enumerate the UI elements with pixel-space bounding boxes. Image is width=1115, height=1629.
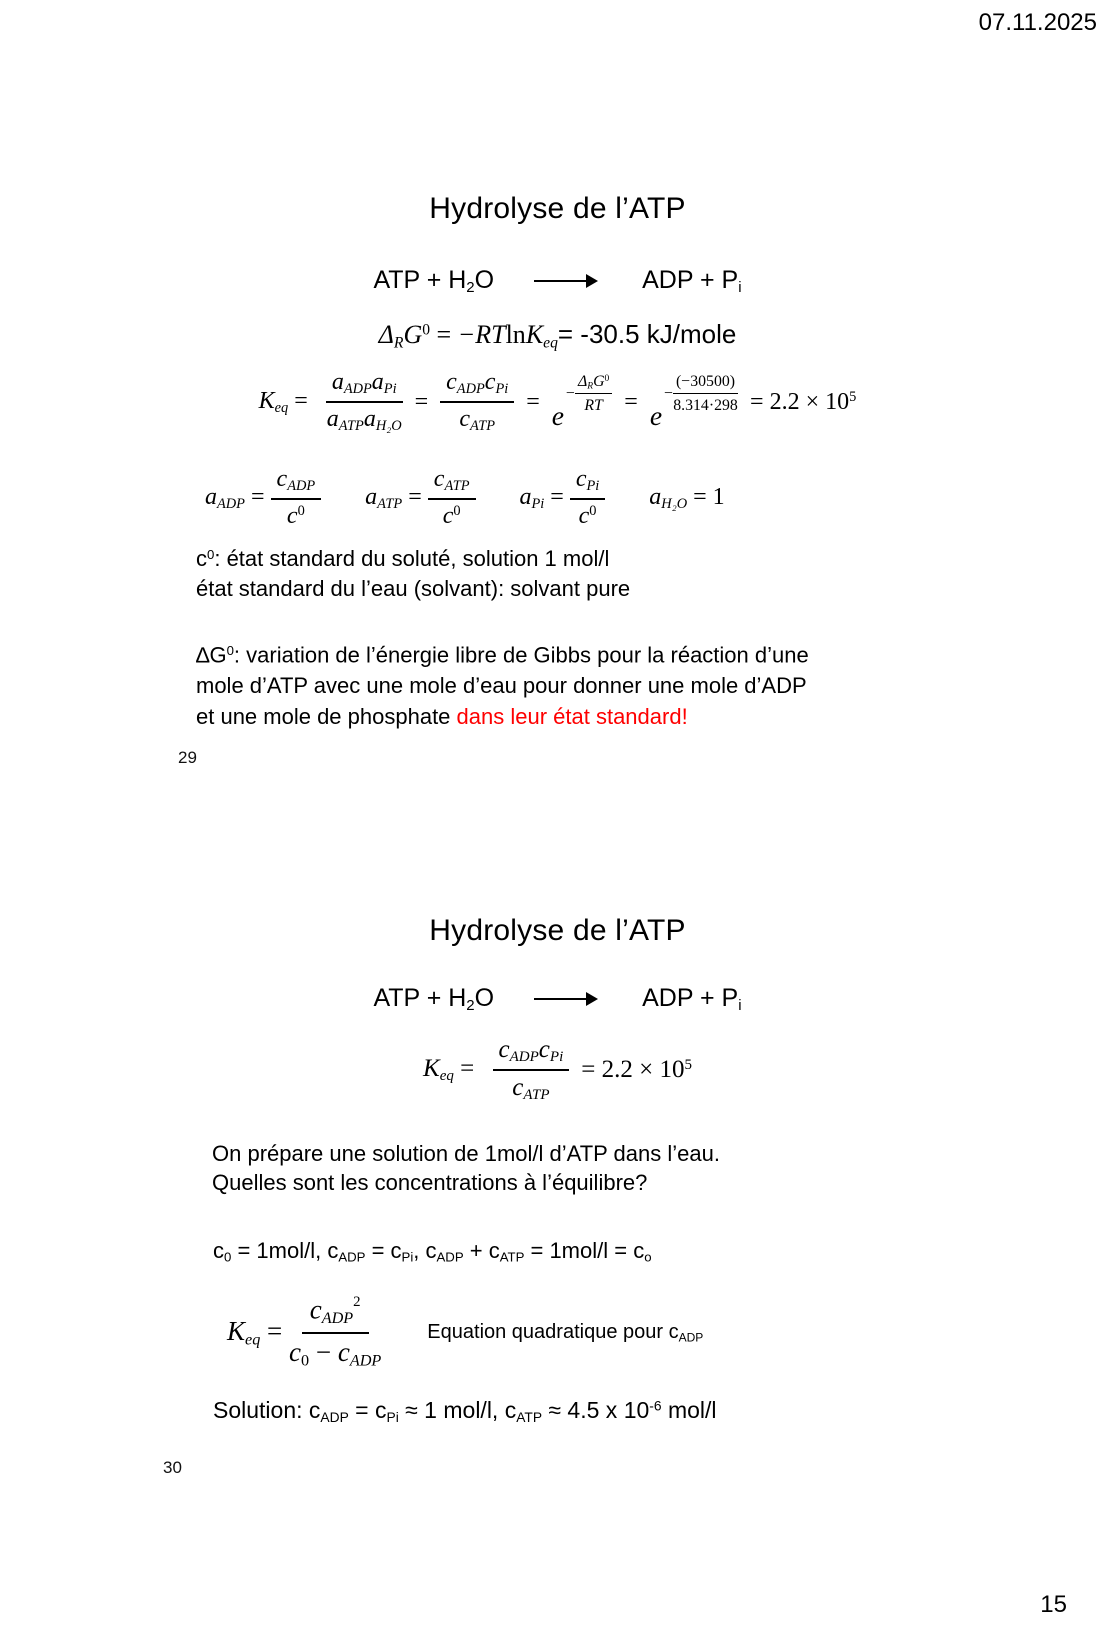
equilibrium-constant-equation bbox=[0, 369, 1115, 435]
reaction-arrow-icon bbox=[534, 280, 596, 282]
quadratic-lhs: $K_{eq}$ = bbox=[227, 1315, 290, 1349]
activity-adp-lhs: $a_{ADP}$ = bbox=[205, 483, 271, 512]
gibbs-note-line-3: et une mole de phosphate dans leur état standard! bbox=[196, 704, 688, 730]
quadratic-label: Equation quadratique pour $c_{ADP}$ bbox=[427, 1320, 704, 1345]
activity-phosphate bbox=[520, 466, 606, 530]
reaction-arrow-icon bbox=[534, 998, 596, 1000]
keq-fraction bbox=[493, 1036, 570, 1104]
problem-statement-line1: On prépare une solution de 1mol/l d’ATP dans l’eau. bbox=[212, 1141, 720, 1166]
equals-sign: = bbox=[624, 388, 638, 415]
keq-fraction-numerator: $c_{ADP}c_{Pi}$ bbox=[493, 1036, 570, 1071]
activity-water bbox=[649, 484, 724, 513]
slide-number-29: 29 bbox=[178, 748, 197, 767]
keq-lhs: $K_{eq}$ = bbox=[258, 387, 314, 416]
header-date: 07.11.2025 bbox=[978, 9, 1097, 36]
problem-statement-line2: Quelles sont les concentrations à l’équilibre? bbox=[212, 1170, 648, 1195]
keq-lhs: $K_{eq}$ = bbox=[423, 1055, 481, 1085]
equals-sign: = bbox=[414, 388, 429, 415]
gibbs-energy-equation: $\Delta_RG^0 = -RTlnK_{eq}= -30.5$ kJ/mole bbox=[378, 319, 737, 352]
activity-water-lhs: $a_{H_2O} = 1$ bbox=[649, 483, 725, 512]
slide-29-title: Hydrolyse de l’ATP bbox=[429, 192, 686, 225]
activities-fraction-numerator: $a_{ADP}a_{Pi}$ bbox=[326, 369, 403, 403]
exponent-symbolic bbox=[566, 373, 612, 416]
activity-adp-fraction: $\frac{c_{ADP}}{c^0}$ bbox=[271, 466, 322, 530]
keq-concentration-equation bbox=[0, 1036, 1115, 1104]
reaction-reactants: ATP + $H_2O$ bbox=[373, 984, 495, 1015]
equals-sign: = bbox=[526, 388, 540, 415]
activities-fraction bbox=[326, 369, 403, 435]
slide-30-reaction-equation bbox=[0, 984, 1115, 1014]
standard-state-note: $c^0$: état standard du soluté, solution 1 mol/l bbox=[196, 546, 610, 571]
activity-atp-fraction: $\frac{c_{ATP}}{c^0}$ bbox=[428, 466, 476, 530]
reaction-products: ADP + $P_i$ bbox=[642, 984, 742, 1015]
exponent-fraction: $\frac{\Delta_RG^0}{RT}$ bbox=[575, 373, 612, 416]
keq-result: = $2.2 \times 10^5$ bbox=[750, 388, 857, 415]
reaction-products: ADP + $P_i$ bbox=[642, 266, 742, 297]
gibbs-free-energy-note bbox=[196, 635, 809, 732]
exponent-numeric bbox=[664, 373, 738, 415]
exponent-fraction: $\frac{(-30500)}{8.314\cdot 298}$ bbox=[673, 373, 738, 415]
activity-atp-lhs: $a_{ATP}$ = bbox=[365, 483, 428, 512]
gibbs-note-line-1: $\Delta G^0$: variation de l’énergie libre de Gibbs pour la réaction d’une bbox=[196, 642, 809, 668]
page-number: 15 bbox=[1040, 1591, 1067, 1618]
exponential-term-numeric bbox=[649, 373, 738, 432]
slide-29-reaction-equation bbox=[0, 266, 1115, 296]
gibbs-note-line-2: mole d’ATP avec une mole d’eau pour donner une mole d’ADP bbox=[196, 673, 807, 699]
solvent-note: état standard du l’eau (solvant): solvant pure bbox=[196, 576, 631, 601]
slide-number-30: 30 bbox=[163, 1458, 182, 1477]
activity-phosphate-fraction: $\frac{c_{Pi}}{c^0}$ bbox=[570, 466, 605, 530]
concentrations-fraction-denominator: $c_{ATP}$ bbox=[459, 406, 496, 435]
conditions-line: $c_0 = 1mol/l$, $c_{ADP} = c_{Pi}$, $c_{ADP} + c_{ATP} = 1mol/l = c_o$ bbox=[213, 1238, 652, 1265]
activity-phosphate-lhs: $a_{Pi}$ = bbox=[519, 483, 570, 512]
activity-adp bbox=[205, 466, 321, 530]
quadratic-equation-row bbox=[227, 1294, 703, 1371]
concentrations-fraction-numerator: $c_{ADP}c_{Pi}$ bbox=[440, 369, 514, 403]
reaction-reactants: ATP + $H_2O$ bbox=[373, 266, 495, 297]
keq-fraction-denominator: $c_{ATP}$ bbox=[512, 1074, 550, 1104]
activity-definitions bbox=[205, 466, 725, 530]
euler-base: e bbox=[649, 400, 663, 432]
concentrations-fraction bbox=[440, 369, 514, 435]
solution-line: Solution: $c_{ADP} = c_{Pi} \approx 1$ mol/l, $c_{ATP} \approx 4.5$ x $10^{-6}$ mol/l bbox=[213, 1397, 717, 1425]
quadratic-equation bbox=[227, 1294, 381, 1371]
quadratic-fraction bbox=[289, 1294, 381, 1371]
minus-sign: − bbox=[664, 385, 673, 403]
minus-sign: − bbox=[566, 385, 575, 403]
exponential-term-symbolic bbox=[551, 372, 612, 432]
quadratic-fraction-denominator: $c_0 - c_{ADP}$ bbox=[289, 1337, 382, 1370]
keq-result: = $2.2 \times 10^5$ bbox=[581, 1056, 692, 1084]
slide-30-title: Hydrolyse de l’ATP bbox=[429, 914, 686, 947]
euler-base: e bbox=[551, 400, 565, 432]
activity-atp bbox=[365, 466, 475, 530]
quadratic-fraction-numerator: $c_{ADP}^2$ bbox=[302, 1294, 369, 1334]
activities-fraction-denominator: $a_{ATP}a_{H_2O}$ bbox=[326, 406, 402, 435]
